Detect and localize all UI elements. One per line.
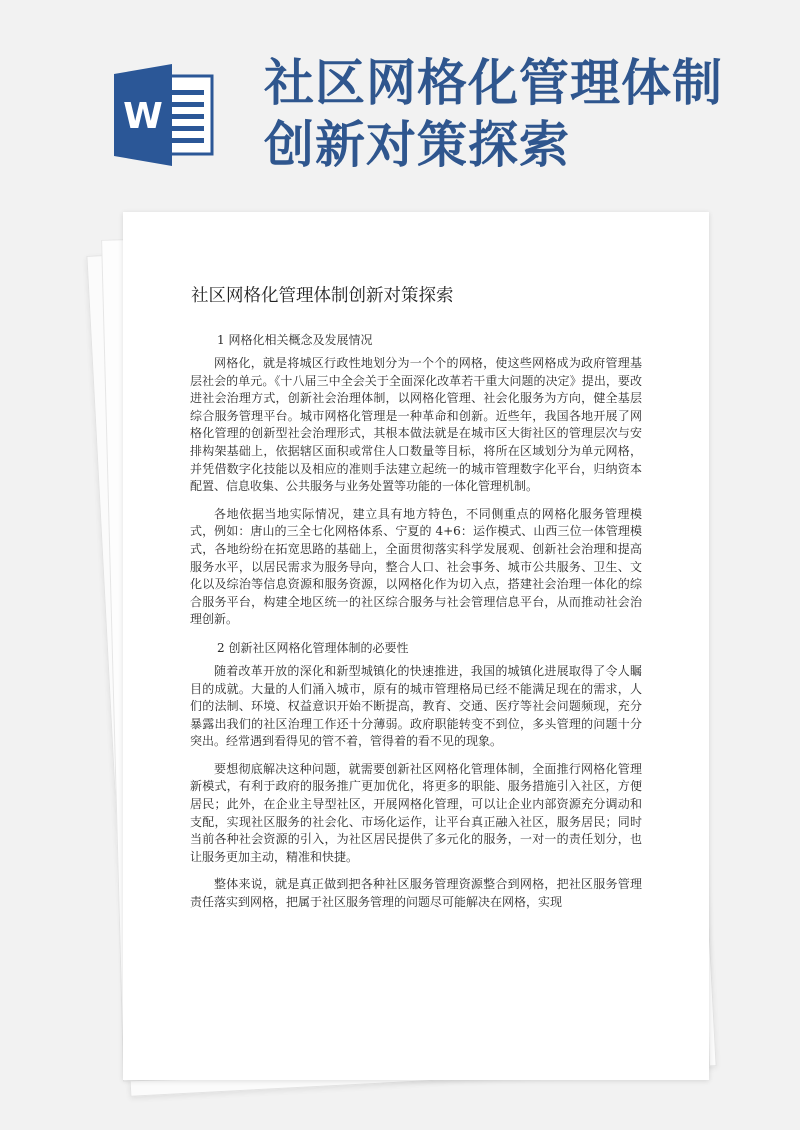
section bbox=[190, 331, 642, 629]
document-body bbox=[190, 327, 642, 922]
paragraph: 整体来说，就是真正做到把各种社区服务管理资源整合到网格，把社区服务管理责任落实到网格，把属于社区服务管理的问题尽可能解决在网格，实现 bbox=[190, 877, 642, 910]
section bbox=[190, 639, 642, 912]
document-page bbox=[123, 212, 709, 1080]
paragraph: 要想彻底解决这种问题，就需要创新社区网格化管理体制，全面推行网格化管理新模式，有利于政府的服务推广更加优化，将更多的职能、服务措施引入社区，方便居民；此外，在企业主导型社区，开展网格化管理，可以让企业内部资源充分调动和支配，实现社区服务的社会化、市场化运作，让平台真正融入社区，服务居民；同时当前各种社会资源的引入，为社区居民提供了多元化的服务，一对一的责任划分，也让服务更加主动，精准和快捷。 bbox=[190, 761, 642, 864]
paragraph: 各地依据当地实际情况，建立具有地方特色，不同侧重点的网格化服务管理模式，例如：唐山的三全七化网格体系、宁夏的 4+6：运作模式、山西三位一体管理模式，各地纷纷在拓宽思路的基础上，全面贯彻落实科学发展观、创新社会治理和提高服务水平，以居民需求为服务导向，整合人口、社会事务、城市公共服务、卫生、文化以及综治等信息资源和服务资源，以网格化作为切入点，搭建社会治理一体化的综合服务平台，构建全地区统一的社区综合服务与社会管理信息平台，从而推动社会治理创新。 bbox=[190, 506, 642, 627]
word-document-icon bbox=[110, 62, 216, 168]
document-title: 社区网格化管理体制创新对策探索 bbox=[191, 286, 454, 306]
header bbox=[0, 0, 800, 200]
paragraph: 网格化，就是将城区行政性地划分为一个个的网格，使这些网格成为政府管理基层社会的单元。《十八届三中全会关于全面深化改革若干重大问题的决定》提出，要改进社会治理方式，创新社会治理体制，以网格化管理、社会化服务为方向，健全基层综合服务管理平台。城市网格化管理是一种革命和创新。近些年，我国各地开展了网格化管理的创新型社会治理形式，其根本做法就是在城市区大街社区的管理层次与安排构架基础上，依据辖区面积或常住人口数量等目标，将所在区域划分为单元网格，并凭借数字化技能以及相应的准则手法建立起统一的城市管理数字化平台，归纳资本配置、信息收集、公共服务与业务处置等功能的一体化管理机制。 bbox=[190, 356, 642, 494]
paragraph: 随着改革开放的深化和新型城镇化的快速推进，我国的城镇化进展取得了令人瞩目的成就。大量的人们涌入城市，原有的城市管理格局已经不能满足现在的需求，人们的法制、环境、权益意识开始不断提高，教育、交通、医疗等社会问题频现，充分暴露出我们的社区治理工作还十分薄弱。政府职能转变不到位，多头管理的问题十分突出。经常遇到看得见的管不着，管得着的看不见的现象。 bbox=[190, 663, 642, 749]
section-heading: 2 创新社区网格化管理体制的必要性 bbox=[217, 640, 409, 655]
banner-title: 社区网格化管理体制创新对策探索 bbox=[264, 54, 723, 174]
word-logo-letter: W bbox=[123, 96, 163, 137]
section-heading: 1 网格化相关概念及发展情况 bbox=[217, 333, 373, 347]
